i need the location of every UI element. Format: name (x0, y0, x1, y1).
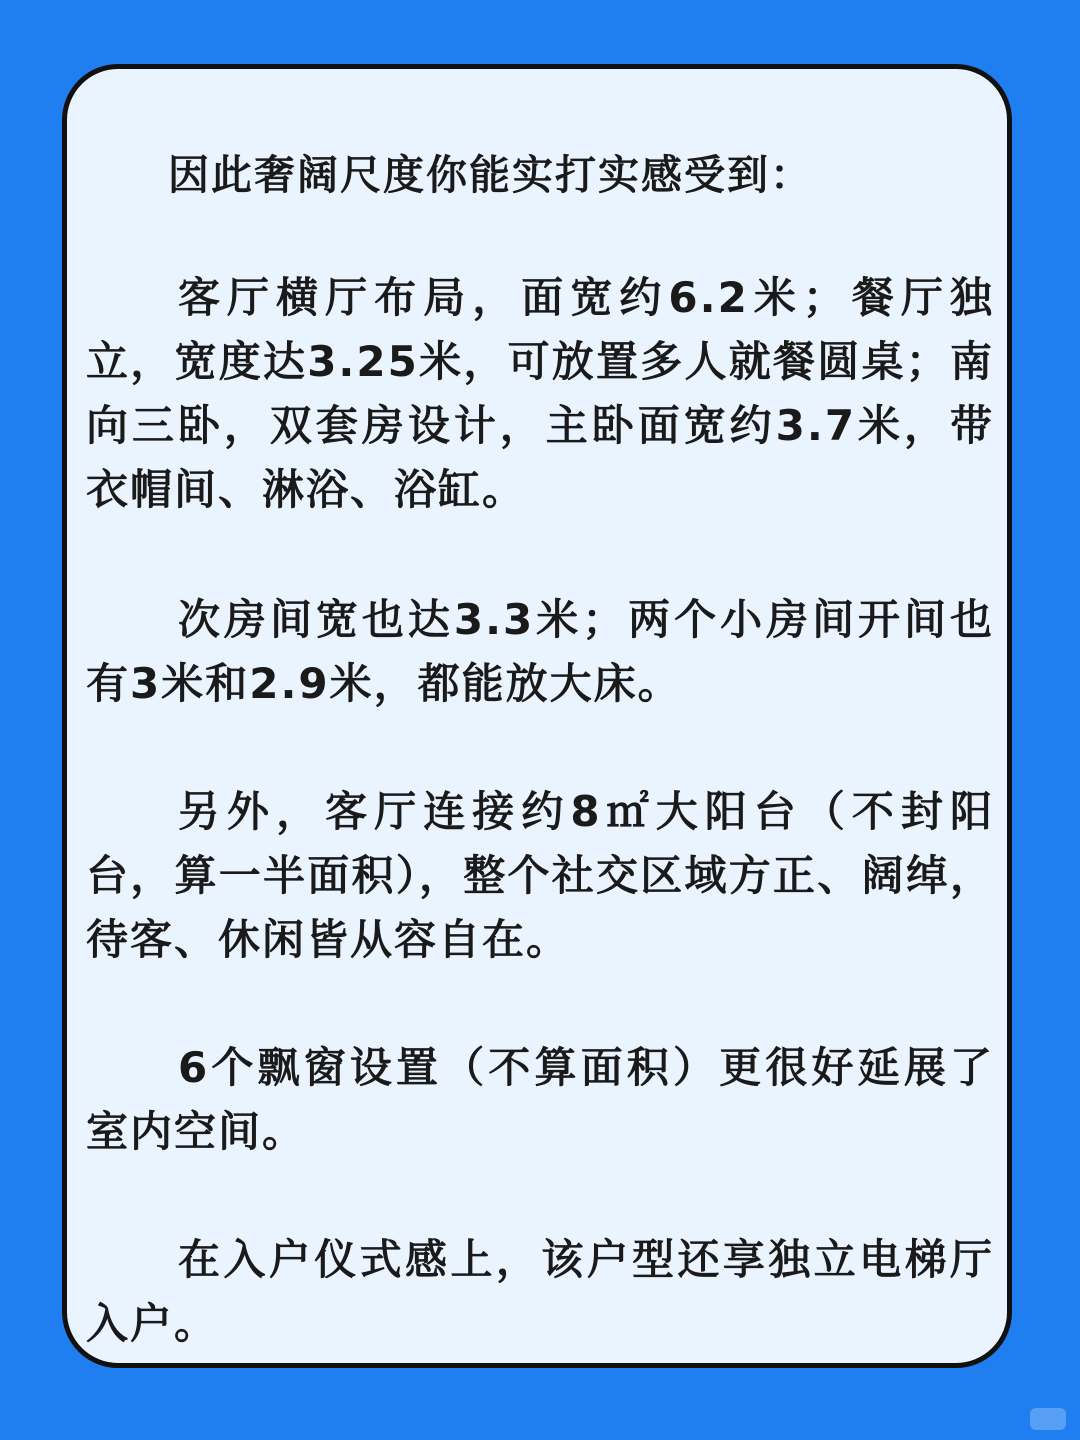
paragraph-bay-windows: 6个飘窗设置（不算面积）更很好延展了室内空间。 (86, 1043, 994, 1156)
paragraph-living-room: 客厅横厅布局，面宽约6.2米；餐厅独立，宽度达3.25米，可放置多人就餐圆桌；南向三卧，双套房设计，主卧面宽约3.7米，带衣帽间、淋浴、浴缸。 (86, 273, 994, 514)
watermark-logo (1030, 1408, 1066, 1430)
card-title: 因此奢阔尺度你能实打实感受到： (168, 151, 813, 199)
content-card (62, 64, 1012, 1368)
paragraph-secondary-rooms: 次房间宽也达3.3米；两个小房间开间也有3米和2.9米，都能放大床。 (86, 595, 994, 708)
paragraph-balcony: 另外，客厅连接约8㎡大阳台（不封阳台，算一半面积），整个社交区域方正、阔绰，待客、休闲皆从容自在。 (86, 787, 994, 964)
paragraph-entrance: 在入户仪式感上，该户型还享独立电梯厅入户。 (86, 1235, 994, 1348)
